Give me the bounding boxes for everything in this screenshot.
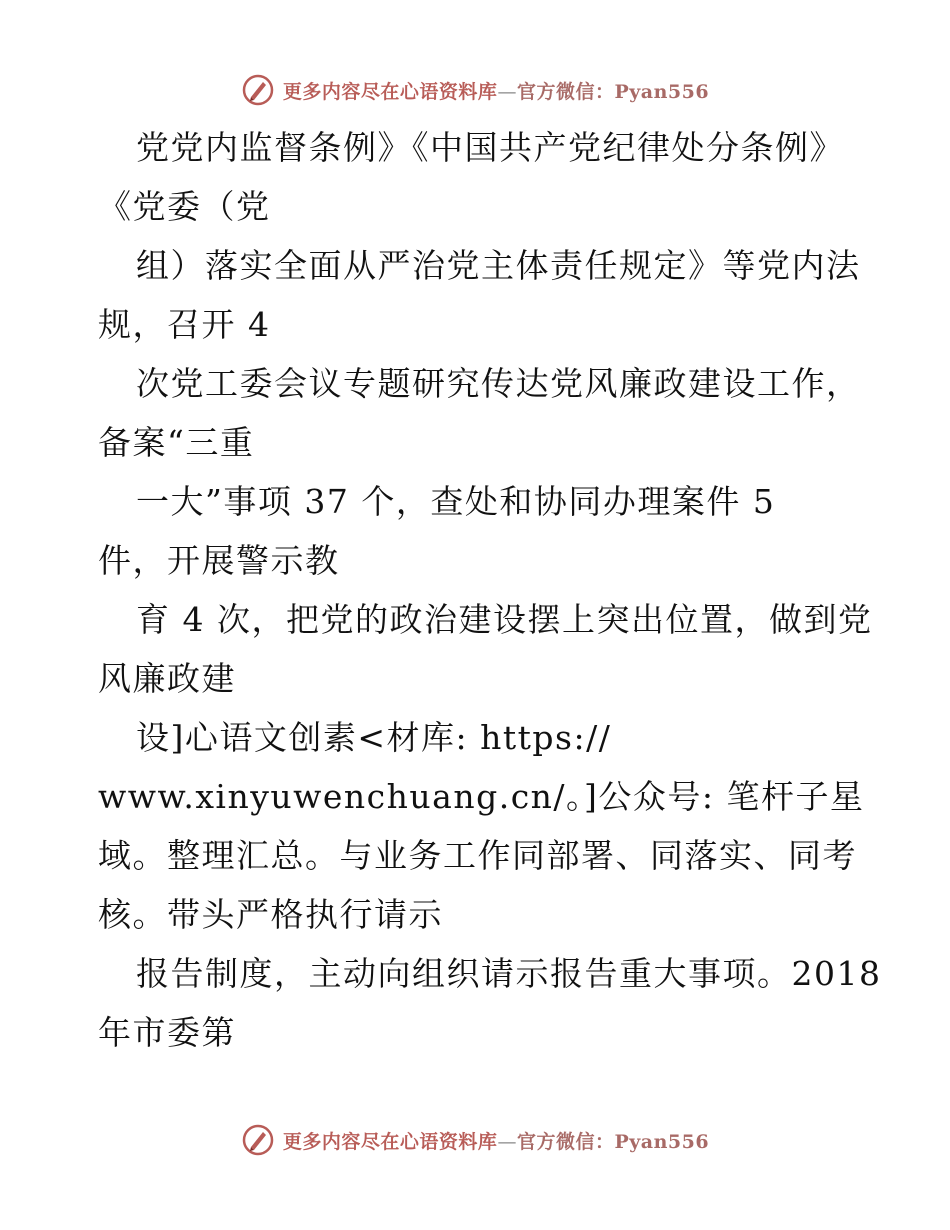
body-line: 《党委（党: [98, 187, 271, 226]
pen-logo-icon: [241, 1123, 275, 1157]
body-line: 一大”事项 37 个，查处和协同办理案件 5: [136, 482, 776, 521]
pen-logo-icon: [241, 73, 275, 107]
body-line: 年市委第: [98, 1013, 236, 1052]
header-separator: —: [497, 80, 517, 103]
body-line: 组）落实全面从严治党主体责任规定》等党内法: [136, 246, 861, 285]
body-line: 党党内监督条例》《中国共产党纪律处分条例》: [136, 128, 844, 167]
header-site-text: 更多内容尽在心语资料库: [282, 80, 498, 103]
body-line: 备案“三重: [98, 423, 255, 462]
body-line: 核。带头严格执行请示: [98, 895, 443, 934]
body-line: 域。整理汇总。与业务工作同部署、同落实、同考: [98, 836, 857, 875]
header-banner-text: [283, 77, 709, 104]
document-body: [98, 118, 882, 1062]
footer-separator: —: [497, 1130, 517, 1153]
body-line: 报告制度，主动向组织请示报告重大事项。2018: [136, 954, 882, 993]
body-line: 次党工委会议专题研究传达党风廉政建设工作，: [136, 364, 861, 403]
footer-site-text: 更多内容尽在心语资料库: [282, 1130, 498, 1153]
body-line: 设]心语文创素<材库: https://: [136, 718, 612, 757]
header-wechat-label: 官方微信：: [516, 80, 615, 103]
body-line: 规，召开 4: [98, 305, 271, 344]
header-wechat-id: Pyan556: [614, 80, 710, 103]
header-banner: [0, 70, 950, 110]
footer-banner: [0, 1120, 950, 1160]
body-line: www.xinyuwenchuang.cn/。]公众号: 笔杆子星: [98, 777, 865, 816]
body-line: 件，开展警示教: [98, 541, 340, 580]
footer-banner-text: [283, 1127, 709, 1154]
body-line: 育 4 次，把党的政治建设摆上突出位置，做到党: [136, 600, 873, 639]
footer-wechat-label: 官方微信：: [516, 1130, 615, 1153]
footer-wechat-id: Pyan556: [614, 1130, 710, 1153]
body-line: 风廉政建: [98, 659, 236, 698]
